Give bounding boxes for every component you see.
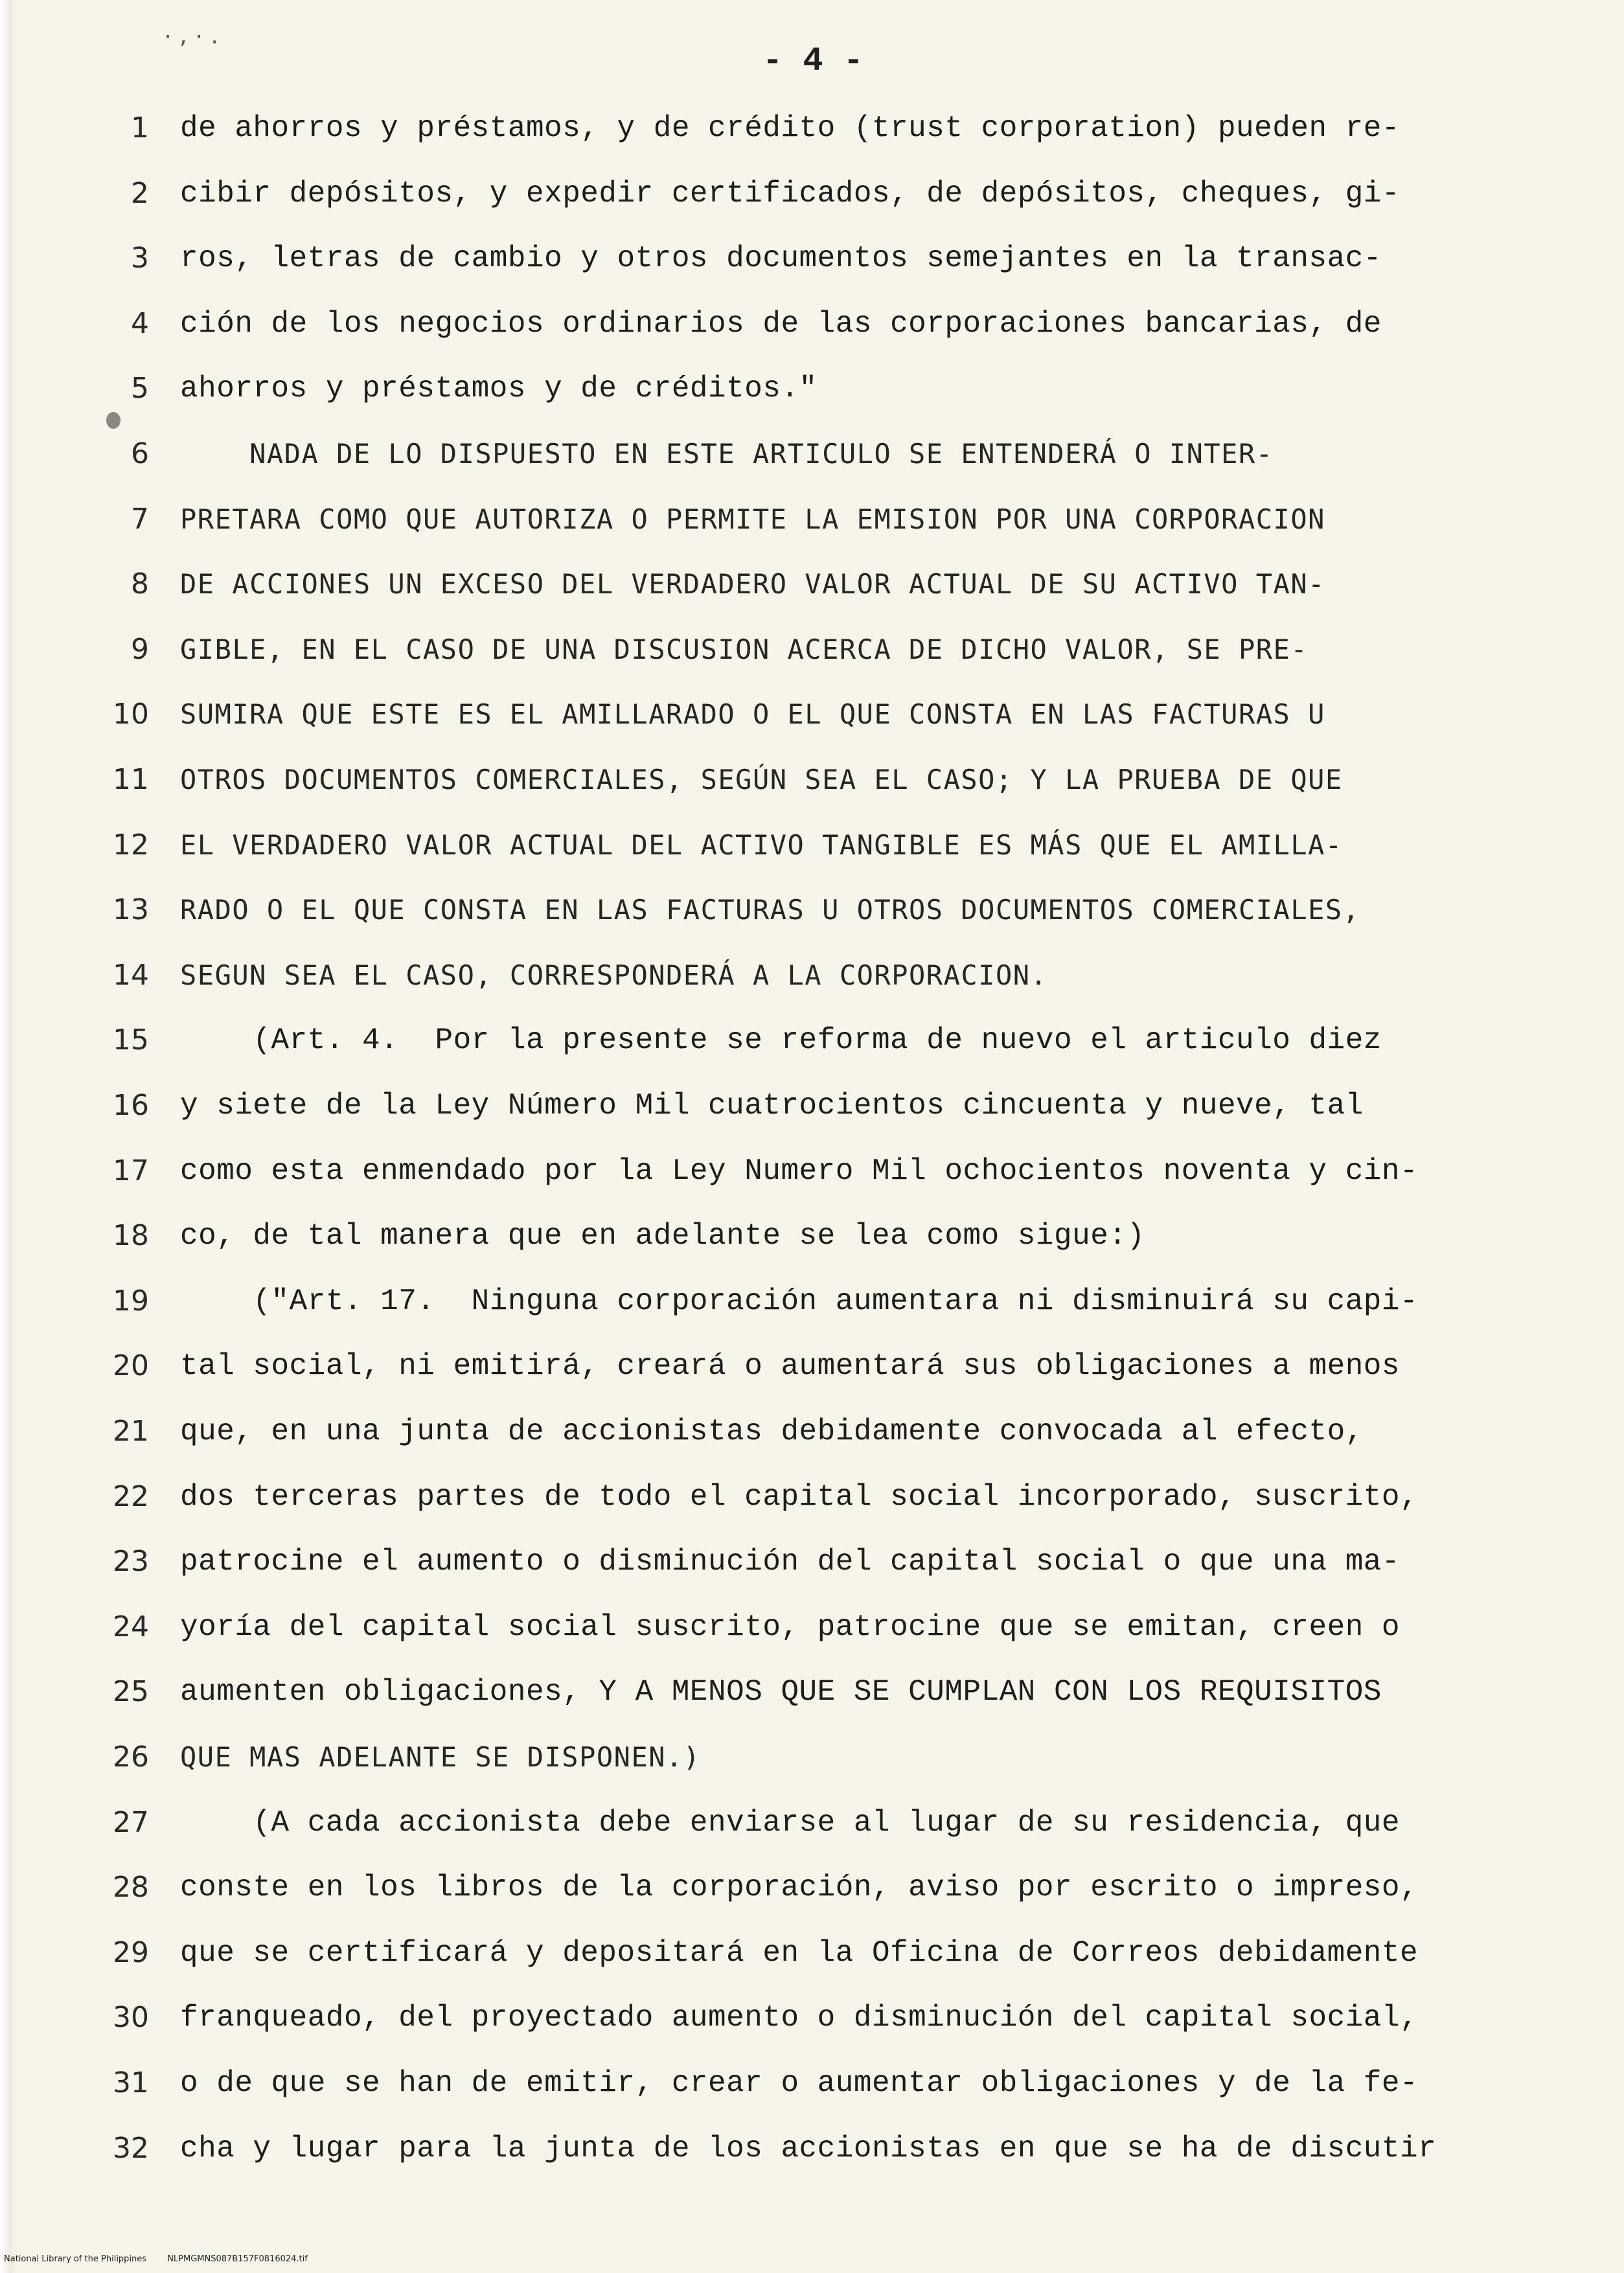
line-text: patrocine el aumento o disminución del capital social o que una ma- bbox=[180, 1545, 1401, 1579]
line-number: 20 bbox=[113, 1349, 149, 1383]
line-text: RADO O EL QUE CONSTA EN LAS FACTURAS U OTROS DOCUMENTOS COMERCIALES, bbox=[180, 894, 1360, 926]
line-text: ahorros y préstamos y de créditos." bbox=[180, 372, 818, 406]
document-line bbox=[0, 2123, 1624, 2175]
line-number: 9 bbox=[131, 632, 149, 666]
line-text: ("Art. 17. Ninguna corporación aumentara ni disminuirá su capi- bbox=[180, 1284, 1419, 1318]
line-number: 16 bbox=[113, 1089, 149, 1122]
line-number: 6 bbox=[131, 437, 149, 470]
line-text: QUE MAS ADELANTE SE DISPONEN.) bbox=[180, 1741, 701, 1773]
line-number: 19 bbox=[113, 1284, 149, 1318]
document-line bbox=[0, 363, 1624, 415]
line-text: ros, letras de cambio y otros documentos semejantes en la transac- bbox=[180, 242, 1382, 276]
line-number: 22 bbox=[113, 1479, 149, 1513]
line-number: 1 bbox=[131, 111, 149, 144]
document-line bbox=[0, 1014, 1624, 1066]
document-line bbox=[0, 1471, 1624, 1523]
line-text: EL VERDADERO VALOR ACTUAL DEL ACTIVO TANGIBLE ES MÁS QUE EL AMILLA- bbox=[180, 828, 1343, 861]
line-number: 4 bbox=[131, 306, 149, 340]
document-line bbox=[0, 1406, 1624, 1457]
line-text: como esta enmendado por la Ley Numero Mil ochocientos noventa y cin- bbox=[180, 1154, 1419, 1188]
line-text: que, en una junta de accionistas debidamente convocada al efecto, bbox=[180, 1415, 1364, 1448]
line-text: (A cada accionista debe enviarse al lugar de su residencia, que bbox=[180, 1805, 1401, 1840]
document-line bbox=[0, 298, 1624, 350]
document-line bbox=[0, 624, 1624, 676]
document-line bbox=[0, 1666, 1624, 1718]
line-text: cibir depósitos, y expedir certificados, de depósitos, cheques, gi- bbox=[180, 176, 1401, 211]
document-line bbox=[0, 1210, 1624, 1262]
line-text: franqueado, del proyectado aumento o disminución del capital social, bbox=[180, 2001, 1419, 2035]
line-number: 30 bbox=[113, 2001, 149, 2035]
document-line bbox=[0, 2057, 1624, 2109]
line-number: 15 bbox=[113, 1023, 149, 1057]
document-line bbox=[0, 950, 1624, 1001]
line-text: DE ACCIONES UN EXCESO DEL VERDADERO VALOR ACTUAL DE SU ACTIVO TAN- bbox=[180, 568, 1325, 600]
line-text: de ahorros y préstamos, y de crédito (trust corporation) pueden re- bbox=[180, 111, 1401, 145]
line-number: 18 bbox=[113, 1219, 149, 1253]
line-text: PRETARA COMO QUE AUTORIZA O PERMITE LA EMISION POR UNA CORPORACION bbox=[180, 503, 1325, 535]
line-number: 21 bbox=[113, 1415, 149, 1448]
scan-footer bbox=[4, 2254, 457, 2268]
document-line bbox=[0, 494, 1624, 545]
line-text: NADA DE LO DISPUESTO EN ESTE ARTICULO SE ENTENDERÁ O INTER- bbox=[180, 438, 1274, 470]
document-line bbox=[0, 689, 1624, 740]
document-line bbox=[0, 1797, 1624, 1849]
line-number: 23 bbox=[113, 1545, 149, 1579]
document-line bbox=[0, 102, 1624, 154]
stray-ink-marks: ·,·. bbox=[162, 26, 225, 49]
document-line bbox=[0, 558, 1624, 610]
line-text: co, de tal manera que en adelante se lea como sigue:) bbox=[180, 1219, 1145, 1253]
line-text: SEGUN SEA EL CASO, CORRESPONDERÁ A LA CORPORACION. bbox=[180, 959, 1048, 991]
line-number: 32 bbox=[113, 2131, 149, 2165]
line-number: 31 bbox=[113, 2066, 149, 2099]
line-text: conste en los libros de la corporación, aviso por escrito o impreso, bbox=[180, 1871, 1419, 1905]
document-line bbox=[0, 233, 1624, 284]
line-number: 7 bbox=[131, 502, 149, 536]
document-line bbox=[0, 1340, 1624, 1392]
document-line bbox=[0, 168, 1624, 220]
document-line bbox=[0, 1862, 1624, 1913]
line-number: 12 bbox=[113, 828, 149, 862]
line-number: 11 bbox=[113, 763, 149, 796]
line-number: 3 bbox=[131, 242, 149, 275]
line-text: tal social, ni emitirá, creará o aumentará sus obligaciones a menos bbox=[180, 1349, 1401, 1384]
document-line bbox=[0, 1275, 1624, 1327]
line-number: 13 bbox=[113, 893, 149, 927]
line-number: 5 bbox=[131, 372, 149, 405]
document-line bbox=[0, 1731, 1624, 1783]
line-number: 17 bbox=[113, 1154, 149, 1187]
line-number: 28 bbox=[113, 1871, 149, 1904]
document-line bbox=[0, 1927, 1624, 1979]
document-line bbox=[0, 1536, 1624, 1588]
document-line bbox=[0, 1145, 1624, 1197]
file-identifier: NLPMGMNS087B157F0816024.tif bbox=[167, 2254, 308, 2264]
line-text: que se certificará y depositará en la Oficina de Correos debidamente bbox=[180, 1936, 1419, 1970]
line-number: 24 bbox=[113, 1610, 149, 1643]
line-text: aumenten obligaciones, Y A MENOS QUE SE CUMPLAN CON LOS REQUISITOS bbox=[180, 1675, 1382, 1709]
line-text: cha y lugar para la junta de los accionistas en que se ha de discutir bbox=[180, 2131, 1437, 2165]
line-text: yoría del capital social suscrito, patrocine que se emitan, creen o bbox=[180, 1610, 1401, 1644]
line-text: OTROS DOCUMENTOS COMERCIALES, SEGÚN SEA EL CASO; Y LA PRUEBA DE QUE bbox=[180, 764, 1343, 795]
line-text: ción de los negocios ordinarios de las corporaciones bancarias, de bbox=[180, 306, 1382, 341]
line-text: SUMIRA QUE ESTE ES EL AMILLARADO O EL QUE CONSTA EN LAS FACTURAS U bbox=[180, 698, 1325, 731]
document-line bbox=[0, 884, 1624, 936]
line-text: dos terceras partes de todo el capital social incorporado, suscrito, bbox=[180, 1479, 1419, 1514]
library-credit: National Library of the Philippines bbox=[4, 2254, 147, 2264]
document-line bbox=[0, 428, 1624, 480]
line-number: 27 bbox=[113, 1805, 149, 1839]
line-number: 8 bbox=[131, 567, 149, 601]
line-text: o de que se han de emitir, crear o aumentar obligaciones y de la fe- bbox=[180, 2066, 1419, 2100]
line-number: 29 bbox=[113, 1936, 149, 1969]
line-number: 14 bbox=[113, 958, 149, 992]
line-number: 26 bbox=[113, 1741, 149, 1774]
line-text: y siete de la Ley Número Mil cuatrocientos cincuenta y nueve, tal bbox=[180, 1089, 1364, 1123]
document-line bbox=[0, 1080, 1624, 1132]
document-line bbox=[0, 819, 1624, 871]
line-text: GIBLE, EN EL CASO DE UNA DISCUSION ACERCA DE DICHO VALOR, SE PRE- bbox=[180, 633, 1309, 665]
line-number: 2 bbox=[131, 176, 149, 210]
document-line bbox=[0, 1992, 1624, 2044]
page-number: - 4 - bbox=[762, 42, 864, 80]
line-number: 25 bbox=[113, 1675, 149, 1709]
document-line bbox=[0, 1601, 1624, 1653]
line-text: (Art. 4. Por la presente se reforma de nuevo el articulo diez bbox=[180, 1023, 1382, 1058]
line-number: 10 bbox=[113, 698, 149, 731]
document-line bbox=[0, 754, 1624, 806]
